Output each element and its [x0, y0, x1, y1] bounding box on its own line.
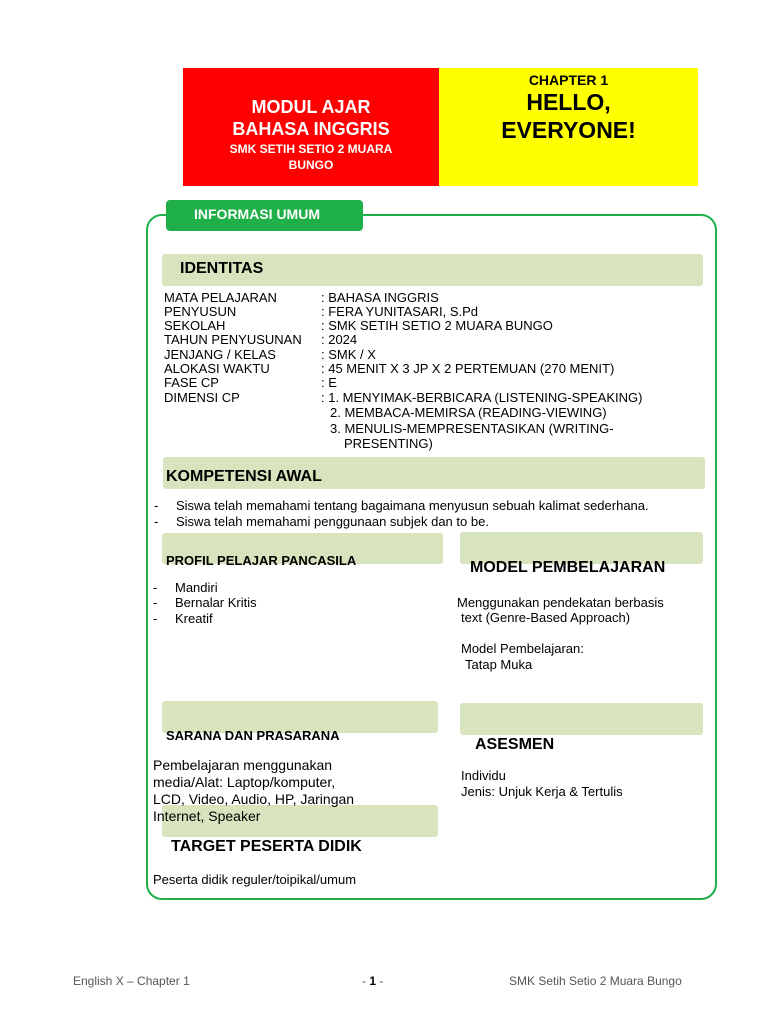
module-title-block	[183, 68, 439, 186]
sarana-line: media/Alat: Laptop/komputer,	[153, 774, 336, 790]
informasi-umum-tab: INFORMASI UMUM	[166, 200, 363, 231]
asesmen-line1: Individu	[461, 768, 506, 783]
asesmen-line2: Jenis: Unjuk Kerja & Tertulis	[461, 784, 623, 799]
identitas-value: : 2024	[321, 332, 358, 347]
identitas-label: MATA PELAJARAN	[164, 290, 277, 305]
sarana-heading: SARANA DAN PRASARANA	[166, 728, 340, 743]
chapter-label: CHAPTER 1	[528, 72, 609, 88]
school-name-line2: BUNGO	[288, 158, 334, 172]
sarana-line: Internet, Speaker	[153, 808, 261, 824]
dimensi-item: 2. MEMBACA-MEMIRSA (READING-VIEWING)	[330, 405, 607, 420]
asesmen-heading: ASESMEN	[475, 736, 555, 753]
identitas-label: SEKOLAH	[164, 318, 226, 333]
list-item: - Mandiri	[153, 580, 218, 595]
list-item: - Siswa telah memahami tentang bagaimana menyusun sebuah kalimat sederhana.	[154, 498, 649, 513]
list-item: - Siswa telah memahami penggunaan subjek dan to be.	[154, 514, 489, 529]
identitas-label: PENYUSUN	[164, 304, 237, 319]
identitas-value: : FERA YUNITASARI, S.Pd	[321, 304, 479, 319]
module-title-line1: MODUL AJAR	[251, 97, 371, 117]
dimensi-item: 3. MENULIS-MEMPRESENTASIKAN (WRITING-	[330, 421, 614, 436]
chapter-title-line1: HELLO,	[526, 89, 611, 115]
model-heading: MODEL PEMBELAJARAN	[470, 559, 666, 576]
footer-left: English X – Chapter 1	[73, 974, 190, 988]
model-text-line4: Tatap Muka	[465, 657, 533, 672]
list-item: - Kreatif	[153, 611, 213, 626]
page-number: - 1 -	[362, 974, 384, 988]
identitas-label: FASE CP	[164, 375, 219, 390]
asesmen-header-bar	[460, 703, 703, 735]
dimensi-item-cont: PRESENTING)	[344, 436, 433, 451]
sarana-line: Pembelajaran menggunakan	[153, 757, 333, 773]
school-name-line1: SMK SETIH SETIO 2 MUARA	[229, 142, 393, 156]
profil-heading: PROFIL PELAJAR PANCASILA	[166, 553, 357, 568]
module-title-line2: BAHASA INGGRIS	[232, 119, 390, 139]
identitas-value: : SMK / X	[321, 347, 376, 362]
identitas-value: : 45 MENIT X 3 JP X 2 PERTEMUAN (270 MENIT)	[321, 361, 615, 376]
identitas-label: DIMENSI CP	[164, 390, 240, 405]
identitas-label: TAHUN PENYUSUNAN	[164, 332, 302, 347]
model-text-line1: Menggunakan pendekatan berbasis	[457, 595, 664, 610]
target-text: Peserta didik reguler/toipikal/umum	[153, 872, 357, 887]
identitas-label: JENJANG / KELAS	[164, 347, 276, 362]
kompetensi-heading: KOMPETENSI AWAL	[166, 468, 322, 485]
sarana-line: LCD, Video, Audio, HP, Jaringan	[153, 791, 355, 807]
target-heading: TARGET PESERTA DIDIK	[171, 838, 362, 855]
model-text-line2: text (Genre-Based Approach)	[461, 610, 631, 625]
chapter-block	[439, 68, 698, 186]
identitas-heading: IDENTITAS	[180, 260, 264, 277]
chapter-title-line2: EVERYONE!	[501, 117, 636, 143]
footer-right: SMK Setih Setio 2 Muara Bungo	[509, 974, 682, 988]
identitas-value: : E	[321, 375, 337, 390]
page-number-value: 1	[369, 974, 377, 988]
identitas-value: : SMK SETIH SETIO 2 MUARA BUNGO	[321, 318, 553, 333]
model-text-line3: Model Pembelajaran:	[461, 641, 584, 656]
identitas-label: ALOKASI WAKTU	[164, 361, 270, 376]
identitas-value: : BAHASA INGGRIS	[321, 290, 439, 305]
list-item: - Bernalar Kritis	[153, 595, 257, 610]
identitas-value: : 1. MENYIMAK-BERBICARA (LISTENING-SPEAKING)	[321, 390, 643, 405]
